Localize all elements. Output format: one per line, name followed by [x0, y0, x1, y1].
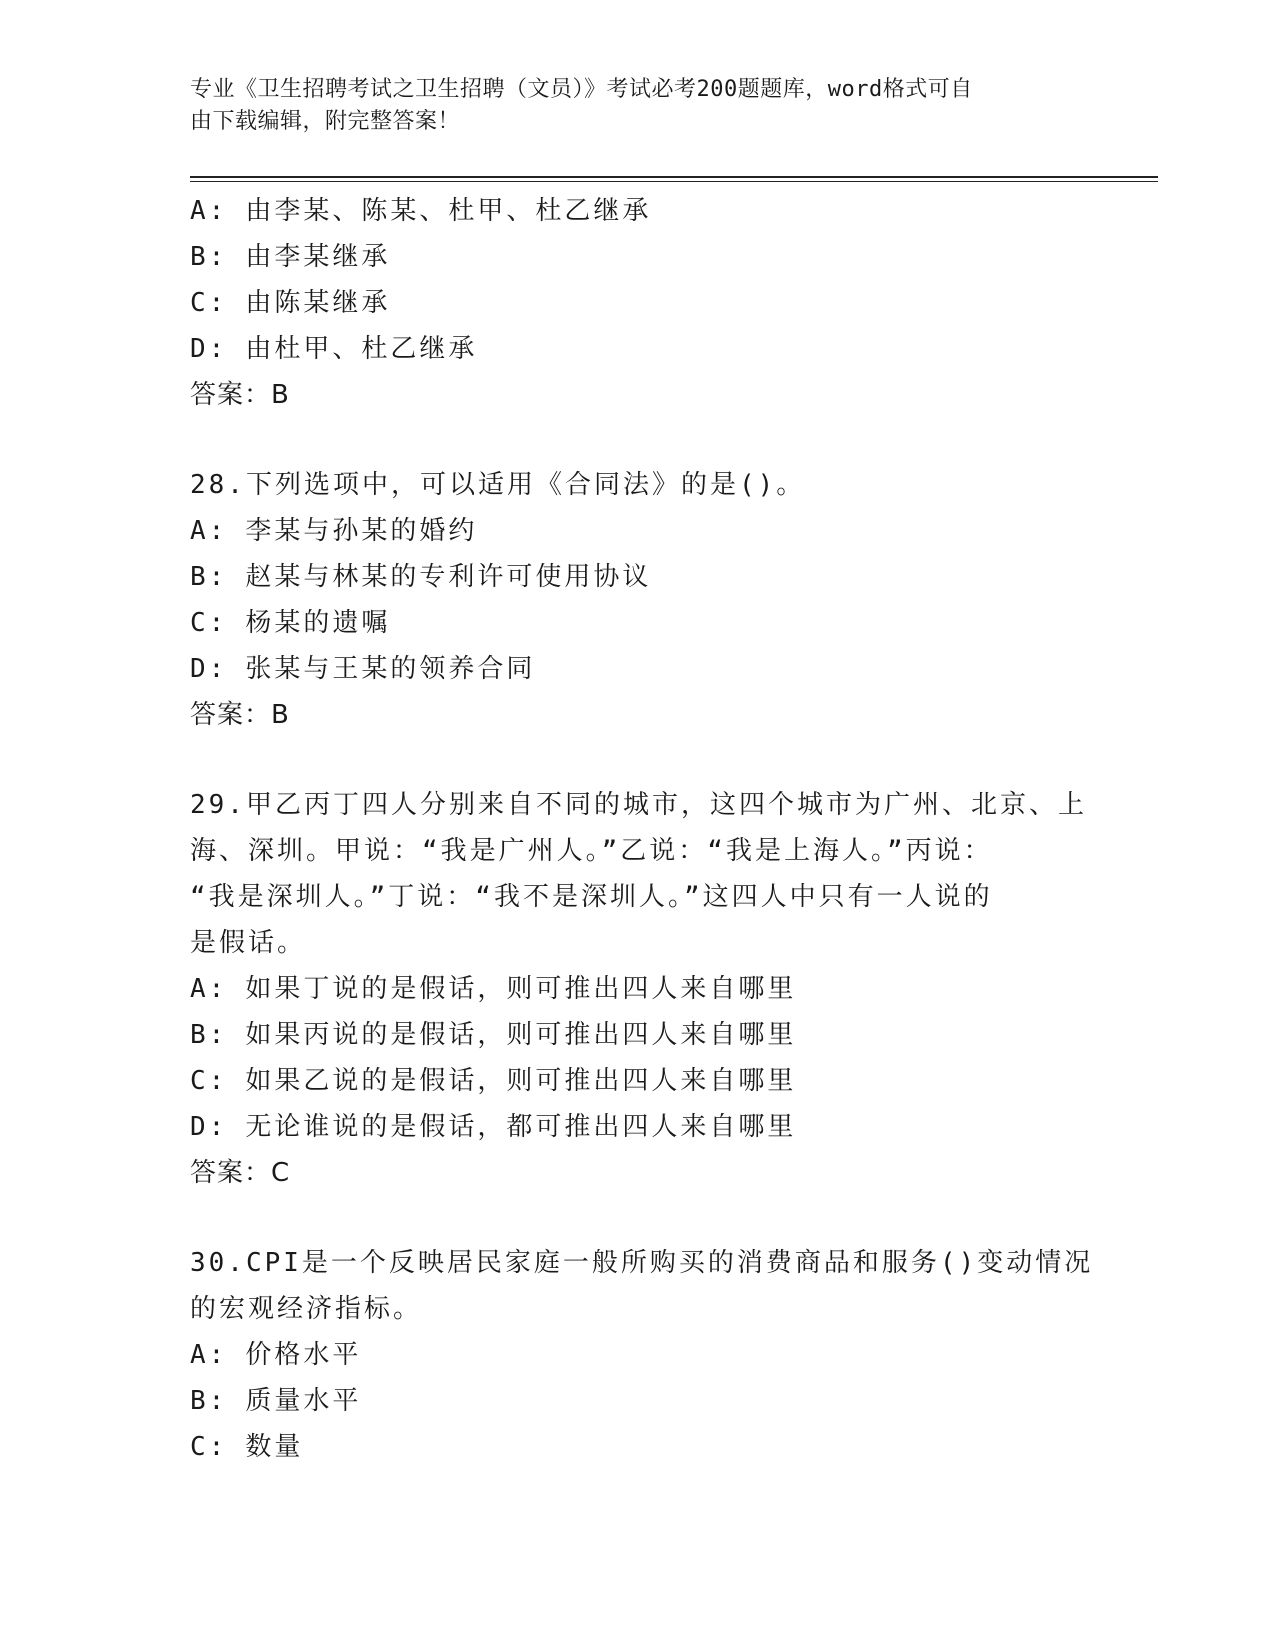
spacer	[190, 738, 1090, 782]
question-28	[190, 462, 1090, 738]
option-text: 张某与王某的领养合同	[245, 654, 536, 684]
question-stem: 28.下列选项中，可以适用《合同法》的是()。	[190, 470, 806, 500]
option-a	[190, 508, 1090, 554]
option-c	[190, 1424, 1090, 1470]
option-b	[190, 1378, 1090, 1424]
option-text: 由杜甲、杜乙继承	[245, 334, 478, 364]
question-30	[190, 1240, 1094, 1470]
option-c	[190, 280, 1090, 326]
option-text: 质量水平	[245, 1386, 362, 1416]
option-text: 赵某与林某的专利许可使用协议	[245, 562, 652, 592]
question-list	[190, 188, 1094, 1470]
header-divider-thick	[190, 176, 1158, 178]
option-text: 由李某继承	[245, 242, 391, 272]
question-stem-line: 是假话。	[190, 928, 307, 958]
question-stem-line: 海、深圳。甲说：“我是广州人。”乙说：“我是上海人。”丙说：	[190, 836, 993, 866]
option-d	[190, 326, 1090, 372]
option-b	[190, 1012, 1090, 1058]
option-b	[190, 554, 1090, 600]
option-key: B :	[190, 242, 227, 272]
question-stem-line: 的宏观经济指标。	[190, 1294, 423, 1324]
option-key: C :	[190, 608, 227, 638]
option-key: B :	[190, 1020, 227, 1050]
option-key: B :	[190, 562, 227, 592]
spacer	[190, 1196, 1090, 1240]
option-b	[190, 234, 1090, 280]
question-29	[190, 782, 1090, 1196]
option-key: B :	[190, 1386, 227, 1416]
question-stem-line: “我是深圳人。”丁说：“我不是深圳人。”这四人中只有一人说的	[190, 882, 993, 912]
option-text: 数量	[245, 1432, 304, 1462]
option-key: C :	[190, 288, 227, 318]
option-key: C :	[190, 1066, 227, 1096]
option-text: 如果乙说的是假话，则可推出四人来自哪里	[245, 1066, 797, 1096]
option-key: D :	[190, 334, 227, 364]
option-text: 杨某的遗嘱	[245, 608, 391, 638]
option-key: A :	[190, 196, 227, 226]
header-line-1: 专业《卫生招聘考试之卫生招聘（文员）》考试必考200题题库，word格式可自	[190, 77, 973, 102]
spacer	[190, 418, 1090, 462]
question-stem-line: 29.甲乙丙丁四人分别来自不同的城市，这四个城市为广州、北京、上	[190, 790, 1087, 820]
header-divider-thin	[190, 181, 1158, 182]
option-text: 价格水平	[245, 1340, 362, 1370]
option-c	[190, 1058, 1090, 1104]
option-text: 如果丙说的是假话，则可推出四人来自哪里	[245, 1020, 797, 1050]
option-d	[190, 1104, 1090, 1150]
option-key: C :	[190, 1432, 227, 1462]
option-text: 由李某、陈某、杜甲、杜乙继承	[245, 196, 652, 226]
option-a	[190, 1332, 1090, 1378]
option-key: D :	[190, 654, 227, 684]
option-key: A :	[190, 1340, 227, 1370]
option-key: D :	[190, 1112, 227, 1142]
question-stem-line: 30.CPI是一个反映居民家庭一般所购买的消费商品和服务()变动情况	[190, 1248, 1094, 1278]
option-d	[190, 646, 1090, 692]
question-27	[190, 188, 1090, 418]
option-text: 如果丁说的是假话，则可推出四人来自哪里	[245, 974, 797, 1004]
answer-line: 答案：B	[190, 380, 290, 410]
document-header	[190, 74, 1090, 138]
answer-line: 答案：B	[190, 700, 290, 730]
answer-line: 答案：C	[190, 1158, 291, 1188]
option-c	[190, 600, 1090, 646]
option-a	[190, 188, 1090, 234]
option-a	[190, 966, 1090, 1012]
option-text: 无论谁说的是假话，都可推出四人来自哪里	[245, 1112, 797, 1142]
option-key: A :	[190, 974, 227, 1004]
header-line-2: 由下载编辑，附完整答案！	[190, 109, 461, 134]
option-text: 李某与孙某的婚约	[245, 516, 478, 546]
option-text: 由陈某继承	[245, 288, 391, 318]
option-key: A :	[190, 516, 227, 546]
